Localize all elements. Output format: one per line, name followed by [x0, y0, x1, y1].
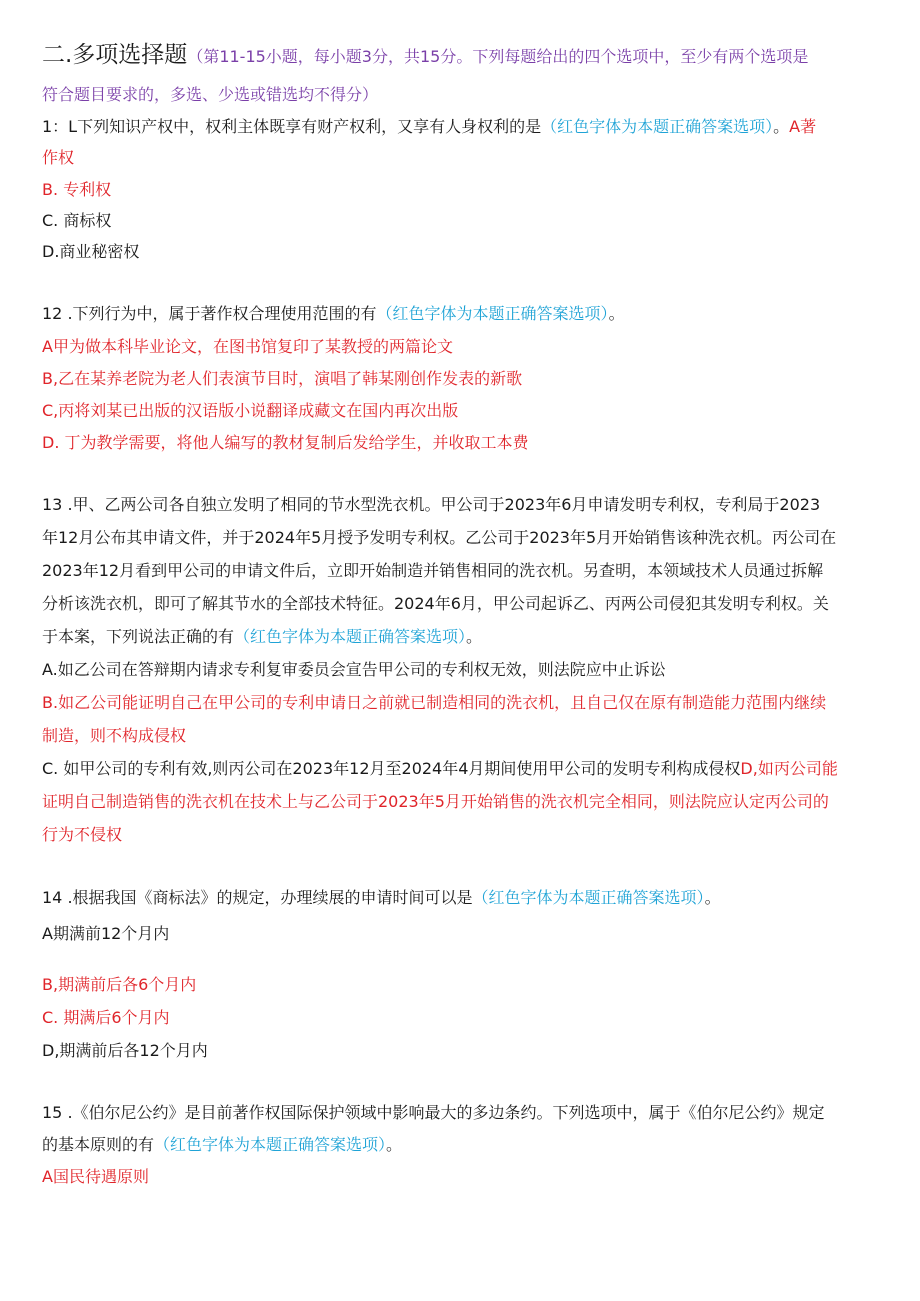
q14-stem-text: 14 .根据我国《商标法》的规定，办理续展的申请时间可以是 [42, 888, 473, 907]
q11-hint: （红色字体为本题正确答案选项） [541, 117, 774, 136]
q11-option-b: B. 专利权 [42, 180, 112, 199]
q11-stem [42, 116, 816, 138]
q13-stem-5 [42, 626, 482, 648]
q14-option-a: A期满前12个月内 [42, 924, 170, 943]
q11-option-c: C. 商标权 [42, 211, 112, 230]
q11-option-d: D.商业秘密权 [42, 242, 140, 261]
q13-option-d-end: 行为不侵权 [42, 825, 123, 844]
q13-option-a: A.如乙公司在答辩期内请求专利复审委员会宣告甲公司的专利权无效，则法院应中止诉讼 [42, 660, 666, 679]
q15-stem-1: 15 .《伯尔尼公约》是目前著作权国际保护领域中影响最大的多边条约。下列选项中，属于《伯尔尼公约》规定 [42, 1103, 825, 1122]
section-instruction-cont: 符合题目要求的，多选、少选或错选均不得分） [42, 85, 379, 104]
q11-option-a-cont: 作权 [42, 148, 75, 167]
q13-stem-text: 于本案，下列说法正确的有 [42, 627, 235, 646]
section-heading-line [42, 44, 808, 68]
q14-option-c: C. 期满后6个月内 [42, 1008, 170, 1027]
q13-option-c-line [42, 758, 838, 780]
q11-stem-text: 1：L下列知识产权中，权利主体既享有财产权利，又享有人身权利的是 [42, 117, 542, 136]
q15-hint: （红色字体为本题正确答案选项） [154, 1135, 387, 1154]
q15-stem-end: 。 [386, 1135, 403, 1154]
q12-stem-end: 。 [608, 304, 625, 323]
q11-option-a: A著 [789, 117, 817, 136]
q12-hint: （红色字体为本题正确答案选项） [376, 304, 609, 323]
section-instruction: （第11-15小题，每小题3分，共15分。下列每题给出的四个选项中，至少有两个选项是 [187, 47, 809, 66]
q13-option-b: B.如乙公司能证明自己在甲公司的专利申请日之前就已制造相同的洗衣机，且自己仅在原有制造能力范围内继续 [42, 693, 827, 712]
q13-option-d-cont: 证明自己制造销售的洗衣机在技术上与乙公司于2023年5月开始销售的洗衣机完全相同，则法院应认定丙公司的 [42, 792, 829, 811]
q14-stem-end: 。 [704, 888, 721, 907]
q13-stem-2: 年12月公布其申请文件，并于2024年5月授予发明专利权。乙公司于2023年5月开始销售该种洗衣机。丙公司在 [42, 528, 837, 547]
q15-stem-2 [42, 1134, 402, 1156]
q15-option-a: A国民待遇原则 [42, 1167, 149, 1186]
q12-stem [42, 303, 625, 325]
q12-option-b: B,乙在某养老院为老人们表演节目时，演唱了韩某刚创作发表的新歌 [42, 369, 523, 388]
q12-option-c: C,丙将刘某已出版的汉语版小说翻译成藏文在国内再次出版 [42, 401, 459, 420]
q13-stem-end: 。 [466, 627, 483, 646]
section-title: 二.多项选择题 [42, 42, 188, 68]
q15-stem-text: 的基本原则的有 [42, 1135, 155, 1154]
q13-stem-1: 13 .甲、乙两公司各自独立发明了相同的节水型洗衣机。甲公司于2023年6月申请发明专利权，专利局于2023 [42, 495, 821, 514]
q12-option-a: A甲为做本科毕业论文，在图书馆复印了某教授的两篇论文 [42, 337, 453, 356]
q13-stem-4: 分析该洗衣机，即可了解其节水的全部技术特征。2024年6月，甲公司起诉乙、丙两公司侵犯其发明专利权。关 [42, 594, 829, 613]
q14-option-d: D,期满前后各12个月内 [42, 1041, 208, 1060]
q13-option-b-cont: 制造，则不构成侵权 [42, 726, 187, 745]
q13-option-c: C. 如甲公司的专利有效,则丙公司在2023年12月至2024年4月期间使用甲公司的发明专利构成侵权 [42, 759, 741, 778]
q12-option-d: D. 丁为教学需要，将他人编写的教材复制后发给学生，并收取工本费 [42, 433, 529, 452]
q12-stem-text: 12 .下列行为中，属于著作权合理使用范围的有 [42, 304, 377, 323]
q13-hint: （红色字体为本题正确答案选项） [234, 627, 467, 646]
q13-option-d: D,如丙公司能 [740, 759, 838, 778]
q14-stem [42, 887, 721, 909]
q14-hint: （红色字体为本题正确答案选项） [472, 888, 705, 907]
q11-stem-end: 。 [773, 117, 790, 136]
q14-option-b: B,期满前后各6个月内 [42, 975, 197, 994]
q13-stem-3: 2023年12月看到甲公司的申请文件后，立即开始制造并销售相同的洗衣机。另查明，本领域技术人员通过拆解 [42, 561, 824, 580]
